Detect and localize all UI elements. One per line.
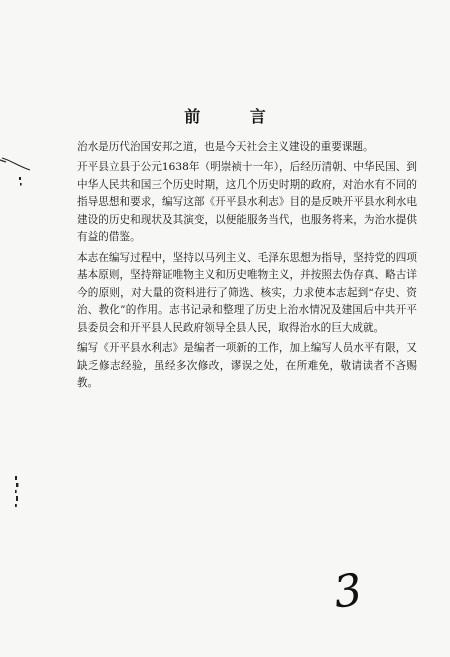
paragraph-2: 开平县立县于公元1638年（明崇祯十一年），后经历清朝、中华民国、到中华人民共和国三个历史时期，这几个历史时期的政府，对治水有不同的指导思想和要求，编写这部《开平县水利志》目的是反映开平县水利水电建设的历史和现状及其演变，以便能服务当代，也服务将来，为治水提供有益的借鉴。 [77,161,417,244]
paragraph-4: 编写《开平县水利志》是编者一项新的工作，加上编写人员水平有限，又缺乏修志经验，虽经多次修改，谬误之处，在所难免，敬请读者不吝赐教。 [77,342,417,390]
page-number: 3 [330,564,366,619]
paragraph-3: 本志在编写过程中，坚持以马列主义、毛泽东思想为指导，坚持党的四项基本原则，坚持辩证唯物主义和历史唯物主义，并按照去伪存真、略古详今的原则，对大量的资料进行了筛选、核实，力求使本志起到“存史、资治、教化”的作用。志书记录和整理了历史上治水情况及建国后中共开平县委员会和开平县人民政府领导全县人民，取得治水的巨大成就。 [77,251,417,334]
binding-hole-mark-bottom [8,474,28,514]
page-title: 前 言 [184,107,288,126]
preface-body [77,139,417,395]
paragraph-1: 治水是历代治国安邦之道，也是今天社会主义建设的重要课题。 [77,141,374,153]
binding-hole-mark-top [0,150,40,200]
